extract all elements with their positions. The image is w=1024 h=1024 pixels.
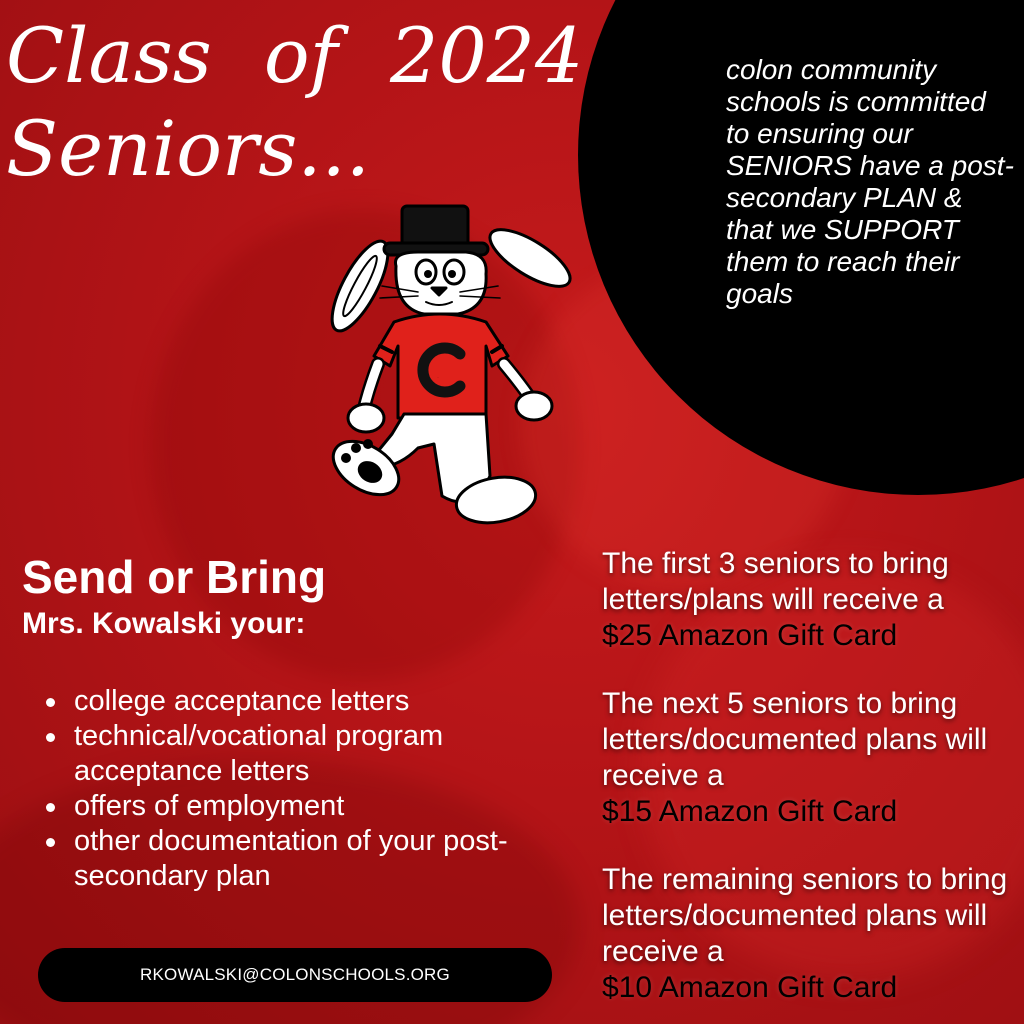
recipient-subheading: Mrs. Kowalski your: bbox=[22, 607, 306, 640]
gift-card-amount: $15 Amazon Gift Card bbox=[602, 795, 898, 828]
title-line-2: Seniors... bbox=[6, 103, 370, 193]
title-line-1: Class of 2024 bbox=[6, 11, 584, 100]
reward-tier-2 bbox=[602, 686, 1024, 830]
reward-text: The remaining seniors to bring letters/documented plans will receive a bbox=[602, 863, 1008, 968]
list-item: offers of employment bbox=[74, 789, 574, 824]
send-or-bring-heading: Send or Bring bbox=[22, 551, 327, 603]
jersey-letter: C bbox=[437, 378, 439, 379]
commitment-statement: colon community schools is committed to ensuring our SENIORS have a post-secondary PLAN & that we SUPPORT them to reach their goals bbox=[726, 54, 1014, 309]
list-item: technical/vocational program acceptance letters bbox=[74, 719, 574, 789]
reward-tier-1 bbox=[602, 546, 1024, 654]
bunny-mascot-illustration bbox=[322, 196, 572, 536]
document-list bbox=[74, 684, 574, 894]
reward-text: The first 3 seniors to bring letters/plans will receive a bbox=[602, 547, 949, 616]
list-item: college acceptance letters bbox=[74, 684, 574, 719]
reward-tier-3 bbox=[602, 862, 1024, 1006]
reward-text: The next 5 seniors to bring letters/documented plans will receive a bbox=[602, 687, 988, 792]
page-title bbox=[6, 10, 583, 195]
list-item: other documentation of your post-secondary plan bbox=[74, 824, 574, 894]
email-contact-link[interactable]: RKOWALSKI@COLONSCHOOLS.ORG bbox=[38, 948, 552, 1002]
gift-card-amount: $25 Amazon Gift Card bbox=[602, 619, 898, 652]
gift-card-amount: $10 Amazon Gift Card bbox=[602, 971, 898, 1004]
